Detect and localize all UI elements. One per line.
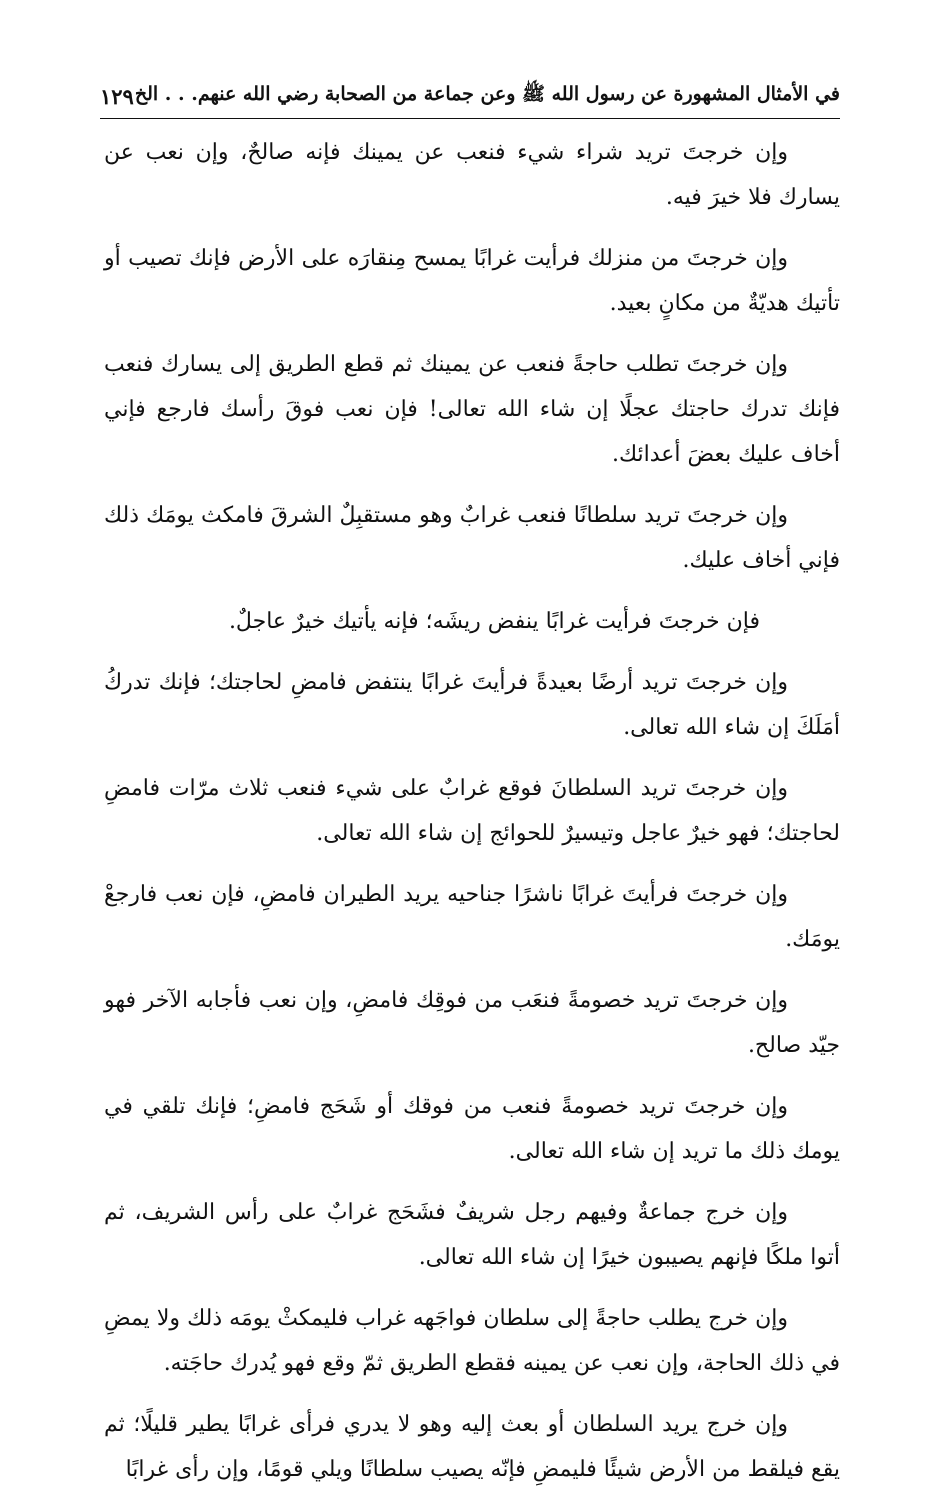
paragraph: وإن خرج يريد السلطان أو بعث إليه وهو لا يدري فرأى غرابًا يطير قليلًا؛ ثم يقع فيلقط من الأرض شيئًا فليمضِ فإنّه يصيب سلطانًا ويلي قومًا، وإن رأى غرابًا [104,1412,840,1482]
header-rule [100,118,840,119]
paragraph: وإن خرجتَ من منزلك فرأيت غرابًا يمسح مِنقارَه على الأرض فإنك تصيب أو تأتيك هديّةٌ من مكانٍ بعيد. [104,246,840,316]
body-text [104,130,840,1508]
paragraph: وإن خرجتَ تريد سلطانًا فنعب غرابٌ وهو مستقبِلٌ الشرقَ فامكث يومَك ذلك فإني أخاف عليك. [104,503,840,573]
paragraph: وإن خرجتَ تريد أرضًا بعيدةً فرأيتَ غرابًا ينتفض فامضِ لحاجتك؛ فإنك تدركُ أمَلَكَ إن شاء الله تعالى. [104,670,840,740]
paragraph: فإن خرجتَ فرأيت غرابًا ينفض ريشَه؛ فإنه يأتيك خيرٌ عاجلٌ. [228,609,760,634]
paragraph: وإن خرج يطلب حاجةً إلى سلطان فواجَهه غراب فليمكثْ يومَه ذلك ولا يمضِ في ذلك الحاجة، وإن نعب عن يمينه فقطع الطريق ثمّ وقع فهو يُدرك حاجَته. [104,1306,840,1376]
page-number: ١٢٩ [100,83,134,109]
paragraph: وإن خرجتَ تطلب حاجةً فنعب عن يمينك ثم قطع الطريق إلى يسارك فنعب فإنك تدرك حاجتك عجلًا إن شاء الله تعالى! فإن نعب فوقَ رأسك فارجع فإني أخاف عليك بعضَ أعدائك. [104,352,840,467]
paragraph: وإن خرجتَ تريد السلطانَ فوقع غرابٌ على شيء فنعب ثلاث مرّات فامضِ لحاجتك؛ فهو خيرٌ عاجل وتيسيرٌ للحوائج إن شاء الله تعالى. [104,776,840,846]
running-title: في الأمثال المشهورة عن رسول الله ﷺ وعن جماعة من الصحابة رضي الله عنهم. . . الخ [134,83,840,105]
paragraph: وإن خرجتَ تريد شراء شيء فنعب عن يمينك فإنه صالحٌ، وإن نعب عن يسارك فلا خيرَ فيه. [104,140,840,210]
paragraph: وإن خرجتَ تريد خصومةً فنعب من فوقك أو شَحَج فامضِ؛ فإنك تلقي في يومك ذلك ما تريد إن شاء الله تعالى. [104,1094,840,1164]
paragraph: وإن خرجتَ تريد خصومةً فنعَب من فوقِك فامضِ، وإن نعب فأجابه الآخر فهو جيّد صالح. [104,988,840,1058]
running-header [100,78,840,114]
paragraph: وإن خرج جماعةٌ وفيهم رجل شريفٌ فشَحَج غرابٌ على رأس الشريف، ثم أتوا ملكًا فإنهم يصيبون خيرًا إن شاء الله تعالى. [104,1200,840,1270]
paragraph: وإن خرجتَ فرأيتَ غرابًا ناشرًا جناحيه يريد الطيران فامضِ، فإن نعب فارجعْ يومَك. [104,882,840,952]
